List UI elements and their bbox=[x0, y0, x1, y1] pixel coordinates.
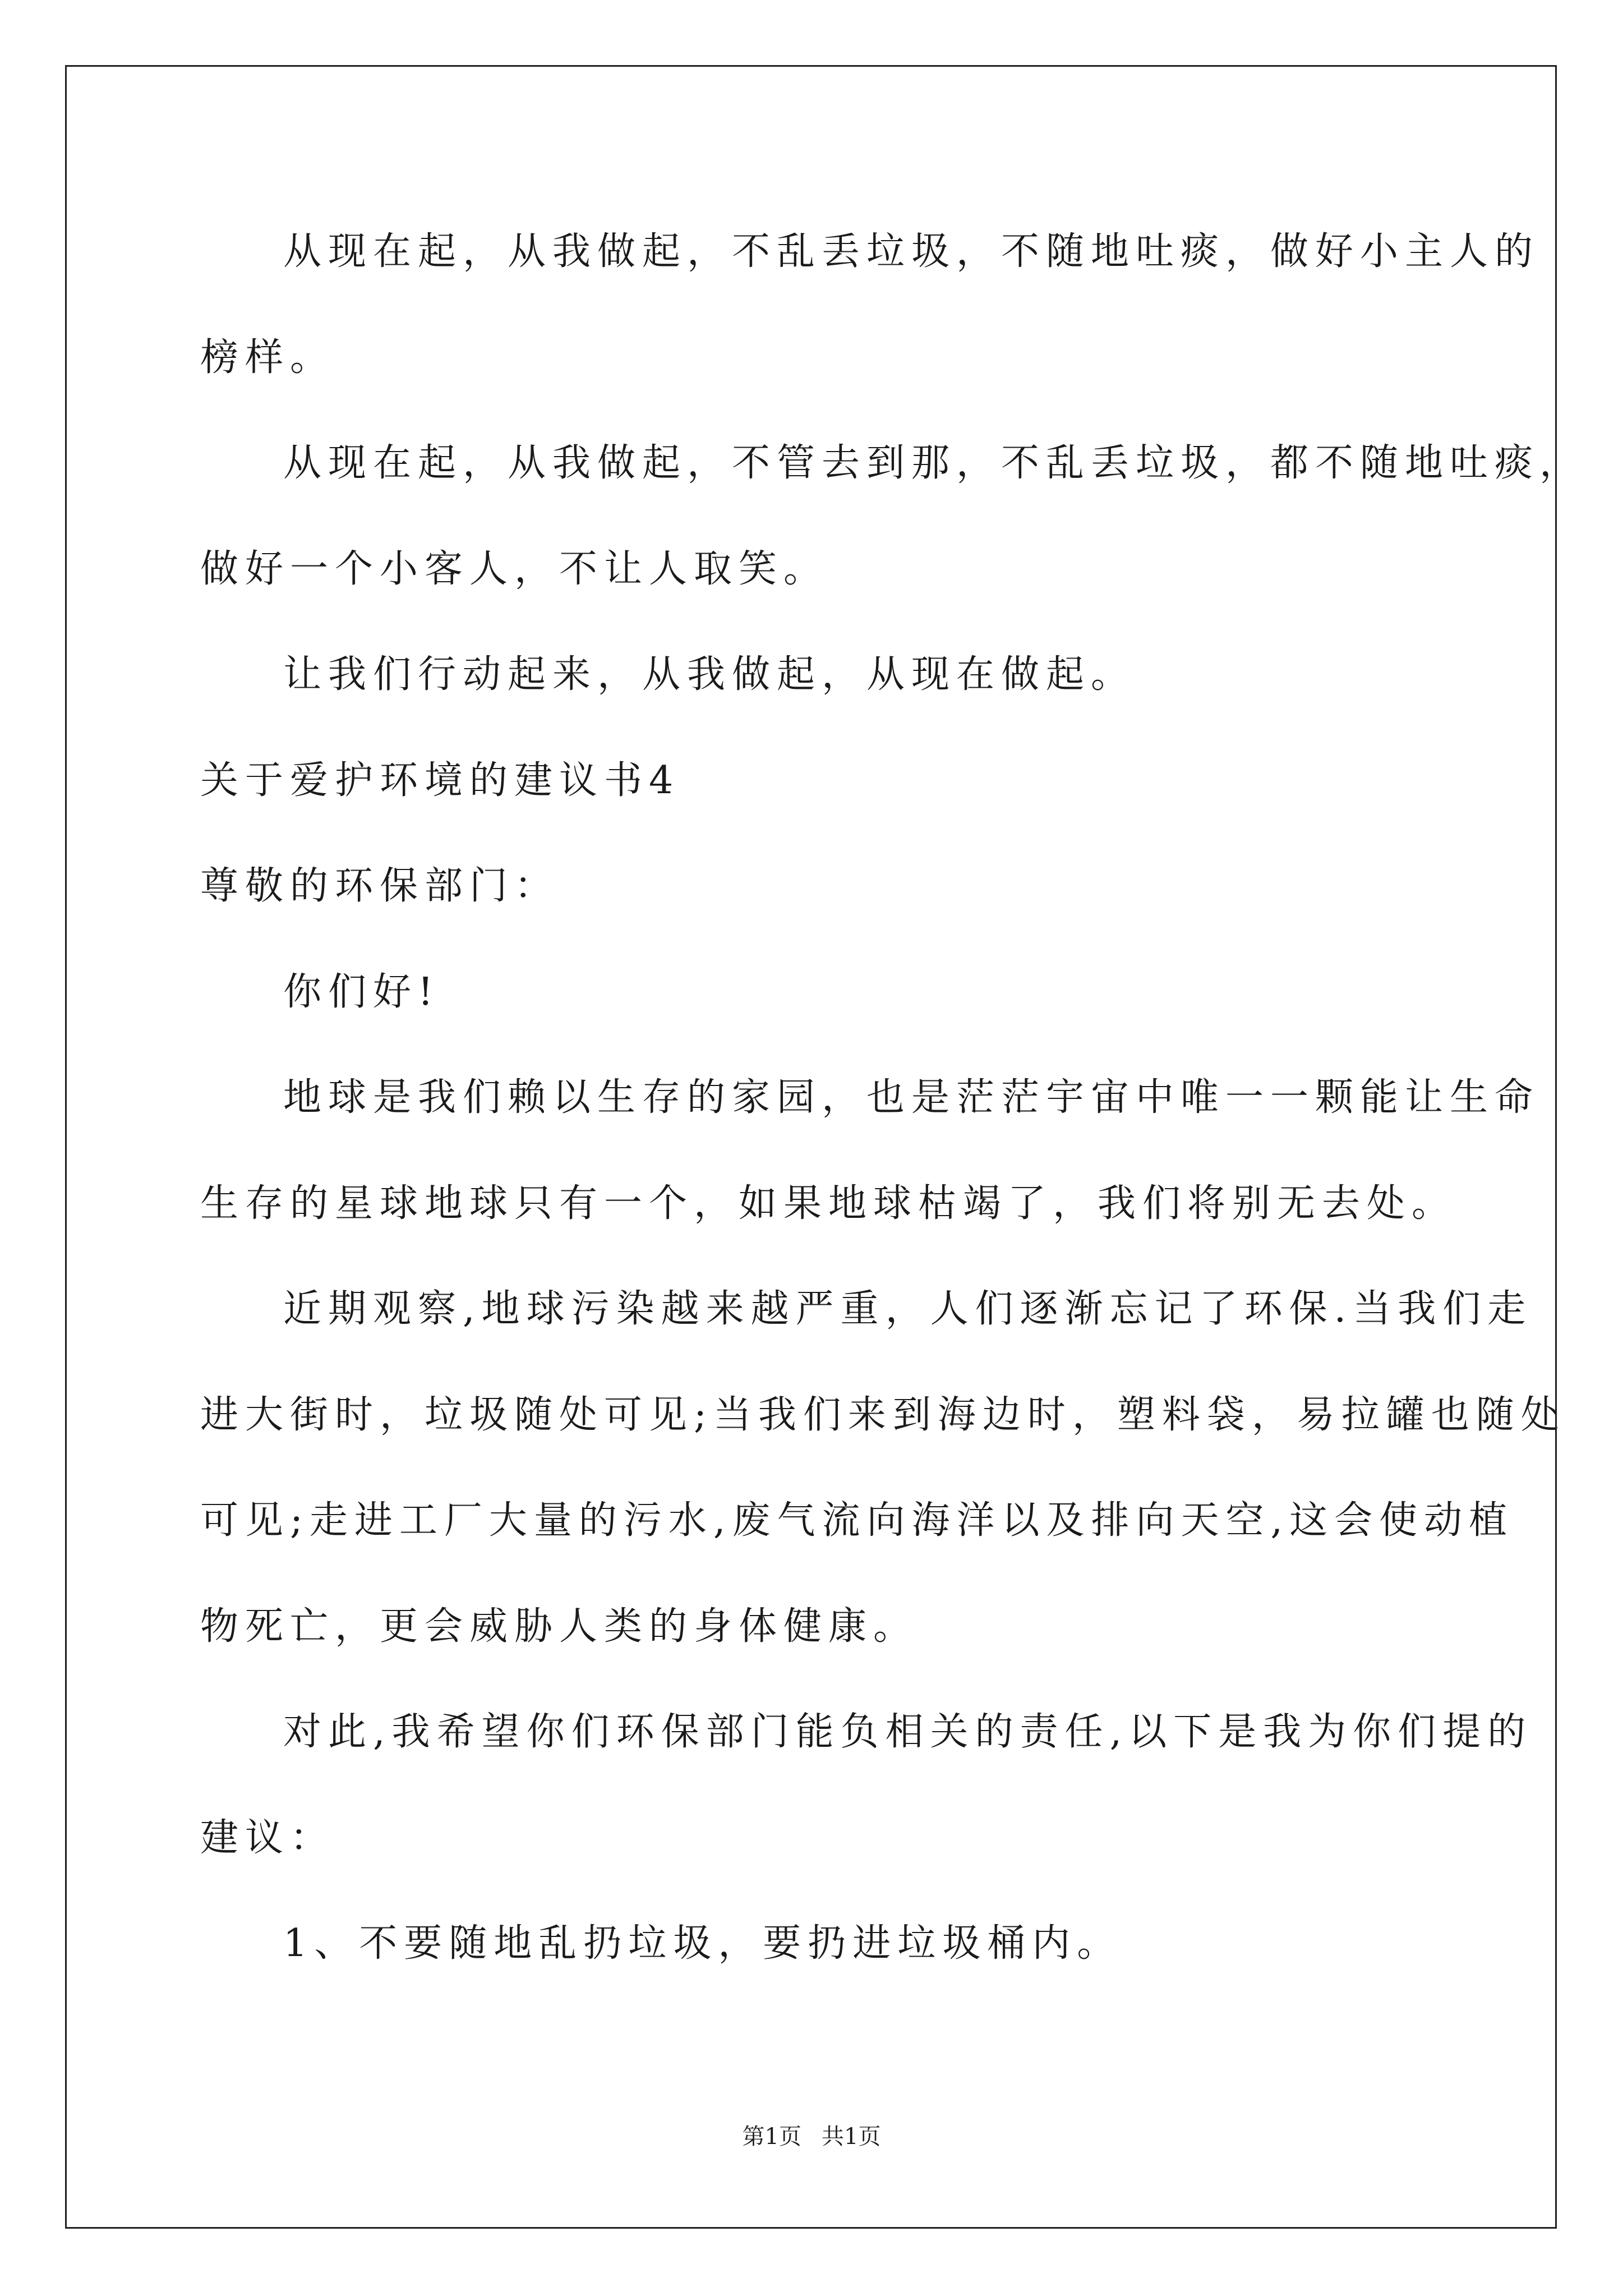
salutation: 尊敬的环保部门： bbox=[200, 864, 560, 908]
page-number: 第1页 bbox=[742, 2124, 801, 2150]
paragraph-line-13: 可见;走进工厂大量的污水,废气流向海洋以及排向天空,这会使动植 bbox=[200, 1498, 1514, 1543]
paragraph-line-9: 地球是我们赖以生存的家园，也是茫茫宇宙中唯一一颗能让生命 bbox=[283, 1075, 1540, 1120]
paragraph-line-4: 做好一个小客人，不让人取笑。 bbox=[200, 547, 829, 591]
paragraph-line-15: 对此,我希望你们环保部门能负相关的责任,以下是我为你们提的 bbox=[283, 1710, 1533, 1754]
paragraph-line-2: 榜样。 bbox=[200, 335, 335, 380]
paragraph-line-10: 生存的星球地球只有一个，如果地球枯竭了，我们将别无去处。 bbox=[200, 1181, 1457, 1226]
greeting: 你们好! bbox=[283, 970, 440, 1014]
paragraph-line-3: 从现在起，从我做起，不管去到那，不乱丢垃圾，都不随地吐痰， bbox=[283, 441, 1585, 485]
paragraph-line-12: 进大街时，垃圾随处可见;当我们来到海边时，塑料袋，易拉罐也随处 bbox=[200, 1393, 1566, 1437]
paragraph-line-16: 建议： bbox=[200, 1816, 335, 1860]
section-title: 关于爱护环境的建议书4 bbox=[200, 758, 680, 803]
page-footer bbox=[0, 2125, 1623, 2148]
paragraph-line-11: 近期观察,地球污染越来越严重，人们逐渐忘记了环保.当我们走 bbox=[283, 1287, 1533, 1331]
paragraph-line-14: 物死亡，更会威胁人类的身体健康。 bbox=[200, 1604, 919, 1649]
paragraph-line-5: 让我们行动起来，从我做起，从现在做起。 bbox=[283, 652, 1136, 697]
list-item-1: 1、不要随地乱扔垃圾，要扔进垃圾桶内。 bbox=[283, 1921, 1122, 1966]
paragraph-line-1: 从现在起，从我做起，不乱丢垃圾，不随地吐痰，做好小主人的 bbox=[283, 229, 1540, 274]
page-total: 共1页 bbox=[822, 2124, 881, 2150]
page-border bbox=[65, 65, 1557, 2229]
